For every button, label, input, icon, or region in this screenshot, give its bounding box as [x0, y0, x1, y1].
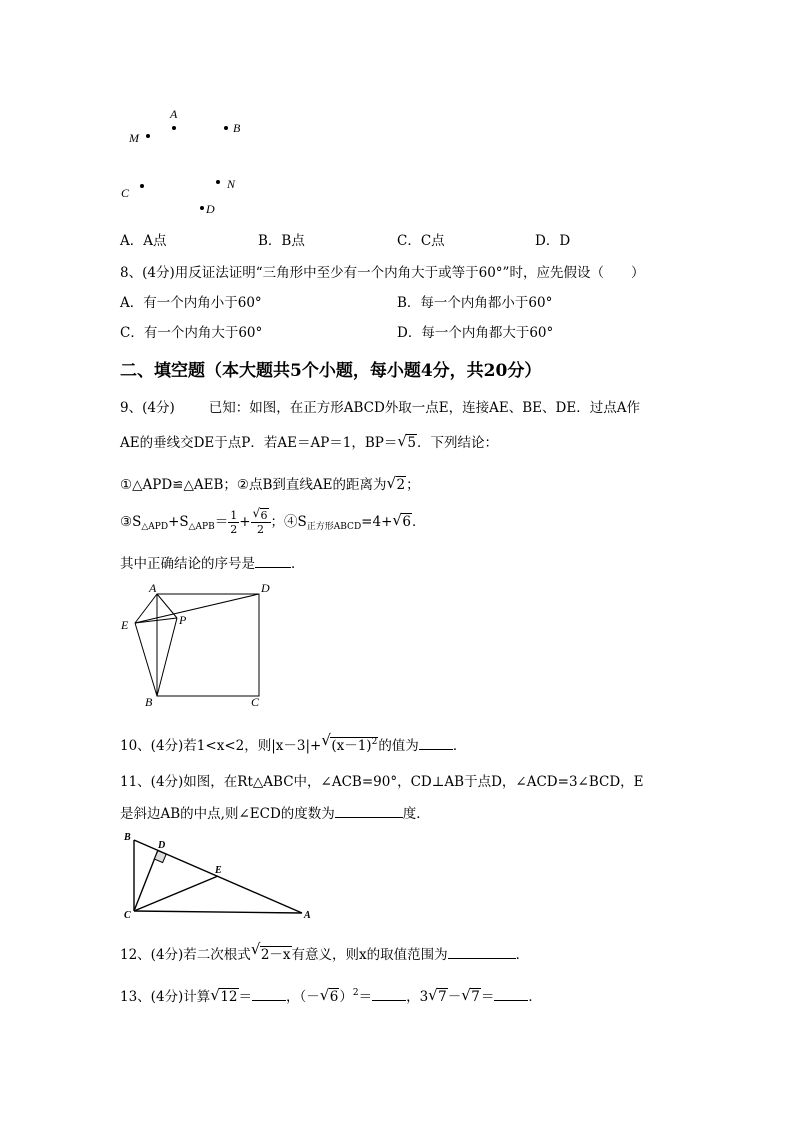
sqrt-6-b: √ 6 [319, 986, 339, 1005]
point-d [200, 206, 204, 210]
q9-label-d: D [261, 581, 270, 595]
q13-part2-close: ） [339, 989, 353, 1005]
q11-label-c: C [124, 910, 131, 921]
sqrt-2-minus-x: √ 2－x [250, 940, 291, 963]
label-b: B [233, 121, 241, 135]
label-d: D [206, 202, 215, 216]
q13-blank-1[interactable] [252, 987, 286, 1001]
q9-line2-tail: ．下列结论： [417, 435, 498, 451]
q11-answer-blank[interactable] [335, 804, 403, 818]
point-c [140, 184, 144, 188]
q11-line2-tail: 度． [402, 806, 430, 822]
q12-prefix: 12、(4分)若二次根式 [120, 947, 251, 963]
q9-c3-s: ③S [120, 514, 142, 530]
q9-number: 9、(4分) [120, 400, 175, 416]
q10-end: ． [452, 738, 467, 754]
q9-c3-plus2: + [239, 514, 251, 530]
q9-c3-plus: +S [168, 514, 189, 530]
q11-line1: 11、(4分)如图，在Rt△ABC中，∠ACB=90°，CD⊥AB于点D，∠ACD=3∠BCD，E [120, 774, 644, 790]
point-a [172, 126, 176, 130]
q13-prefix: 13、(4分)计算 [120, 989, 211, 1005]
label-c: C [121, 186, 130, 200]
q9-c3-sub1: △APD [141, 522, 169, 532]
q9-conclusion-1-2 [120, 473, 420, 493]
q9-line2 [120, 431, 498, 451]
q9-c1-tail: ； [406, 477, 420, 493]
sqrt-6: √ 6 [392, 511, 411, 530]
q9-line5-text: 其中正确结论的序号是 [120, 556, 255, 572]
q9-answer-blank[interactable] [255, 554, 291, 568]
square-abcd [157, 594, 259, 696]
q11-line2 [120, 802, 430, 822]
label-m: M [129, 131, 139, 145]
q12-mid: 有意义，则x的取值范围为 [291, 947, 448, 963]
sqrt-7-b: √ 7 [461, 986, 480, 1005]
q9-c4-s: ④S [284, 514, 307, 530]
q13-part3-pre: ，3 [406, 989, 429, 1005]
q9-line5 [120, 552, 305, 572]
q9-label-c: C [251, 695, 260, 709]
q9-c4-sub: 正方形ABCD [306, 522, 362, 532]
q13-eq2: ＝ [358, 989, 373, 1005]
sqrt-2: √ 2 [386, 474, 406, 493]
q13-minus: － [447, 989, 462, 1005]
q7-option-b: B．B点 [258, 233, 305, 249]
q11-label-d: D [158, 840, 166, 851]
q9-line1-text: 已知：如图，在正方形ABCD外取一点E，连接AE、BE、DE．过点A作 [208, 400, 640, 416]
q9-conclusion-3-4 [120, 506, 426, 536]
q9-label-a: A [149, 581, 157, 595]
q11-label-e: E [215, 865, 222, 876]
label-n: N [227, 177, 236, 191]
section2-title: 二、填空题（本大题共5个小题，每小题4分，共20分） [120, 361, 542, 381]
q11-label-a: A [304, 910, 311, 921]
q8-option-d: D．每一个内角都大于60° [397, 325, 554, 341]
q10-tail: 的值为 [378, 738, 419, 754]
sqrt-5: √ 5 [397, 432, 416, 451]
q13-sup2: 2 [352, 988, 359, 998]
q9-c3-eq: ＝ [214, 514, 229, 530]
q7-option-c: C．C点 [397, 233, 445, 249]
q9-c3-sep: ； [270, 514, 285, 530]
q9-c4-eq: =4+ [361, 514, 393, 530]
q9-c3-sub2: △APB [188, 522, 215, 532]
q13-line [120, 985, 542, 1005]
q13-blank-3[interactable] [494, 987, 528, 1001]
point-n [216, 180, 220, 184]
q9-square-figure [115, 580, 275, 710]
q8-option-b: B．每一个内角都小于60° [397, 295, 553, 311]
q8-option-a: A．有一个内角小于60° [120, 295, 262, 311]
sqrt-x-minus-1-squared: √ $(x-1)^2$ [321, 731, 378, 754]
q7-option-d: D．D [535, 233, 571, 249]
fraction-sqrt6-half: √ 6 2 [251, 509, 271, 536]
fraction-one-half: $\frac{1}{2}$ [230, 509, 238, 536]
q13-end: ． [528, 989, 542, 1005]
q9-label-b: B [145, 695, 153, 709]
q12-line [120, 940, 530, 963]
q13-blank-2[interactable] [372, 987, 406, 1001]
q10-answer-blank[interactable] [419, 736, 453, 750]
q9-label-p: P [179, 613, 187, 627]
q8-text: 8、(4分)用反证法证明“三角形中至少有一个内角大于或等于60°”时，应先假设（ ） [120, 265, 645, 281]
q10-line [120, 731, 467, 754]
q9-c1-text: ①△APD≌△AEB；②点B到直线AE的距离为 [120, 477, 387, 493]
q13-eq3: ＝ [480, 989, 495, 1005]
points-figure [120, 100, 280, 220]
q9-line5-tail: ． [291, 556, 305, 572]
point-m [146, 134, 150, 138]
q10-prefix: 10、(4分)若1<x<2，则|x－3|+ [120, 738, 322, 754]
q9-label-e: E [121, 618, 129, 632]
sqrt-12: √ 12 [210, 986, 238, 1005]
q13-eq1: ＝ [238, 989, 252, 1005]
q9-c4-tail: ． [411, 514, 426, 530]
sqrt-7-a: √ 7 [428, 986, 447, 1005]
point-b [224, 126, 228, 130]
q11-line2-text: 是斜边AB的中点,则∠ECD的度数为 [120, 806, 335, 822]
q9-line1 [120, 396, 640, 416]
q12-answer-blank[interactable] [448, 945, 516, 959]
q12-end: ． [515, 947, 530, 963]
q13-part2-open: ，（－ [286, 989, 320, 1005]
label-a: A [170, 107, 178, 121]
q11-label-b: B [124, 832, 131, 843]
q8-option-c: C．有一个内角大于60° [120, 325, 263, 341]
q7-option-a: A．A点 [120, 233, 167, 249]
q11-triangle-figure [118, 828, 318, 923]
q9-line2-text: AE的垂线交DE于点P．若AE＝AP＝1，BP＝ [120, 435, 398, 451]
